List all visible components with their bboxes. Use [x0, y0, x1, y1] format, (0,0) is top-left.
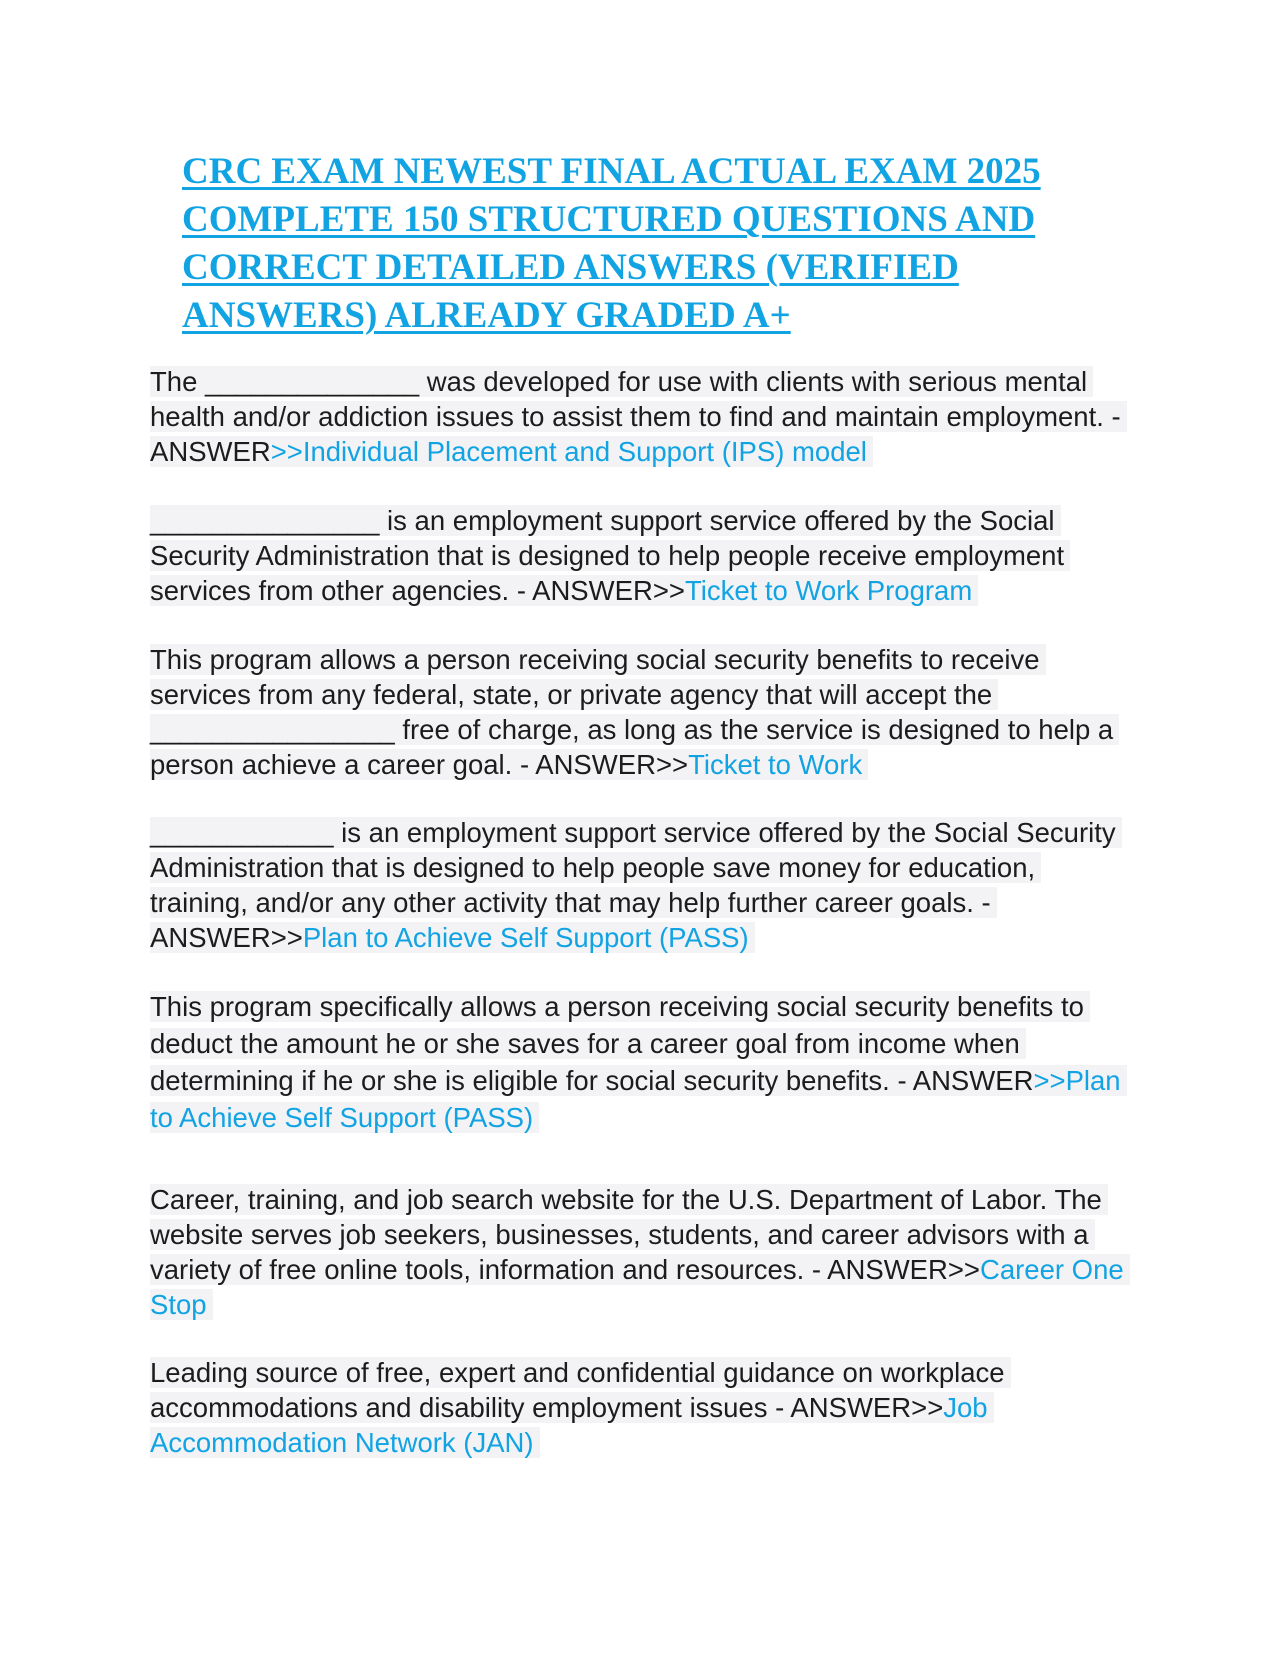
answer-arrow: >> [270, 922, 303, 953]
question-text: ____________ is an employment support service offered by the Social Security Administration that is designed to help people save money for education, training, and/or any other activity that may help further career goals. [150, 817, 1116, 918]
question-text: _______________ is an employment support service offered by the Social Security Administration that is designed to help people receive employment services from other agencies. [150, 505, 1065, 606]
document-title-text: CRC EXAM NEWEST FINAL ACTUAL EXAM 2025 COMPLETE 150 STRUCTURED QUESTIONS AND CORRECT DETAILED ANSWERS (VERIFIED ANSWERS) ALREADY GRADED A+ [182, 151, 1041, 336]
answer-text: Career One Stop [150, 1254, 1124, 1320]
qa-item-7 [150, 1355, 1140, 1460]
answer-marker: - ANSWER [150, 401, 1121, 467]
answer-marker: - ANSWER [811, 1254, 948, 1285]
question-text: The ______________ was developed for use with clients with serious mental health and/or addiction issues to assist them to find and maintain employment. [150, 366, 1104, 432]
answer-text: Ticket to Work [688, 749, 863, 780]
qa-item-5 [150, 988, 1140, 1136]
answer-arrow: >> [655, 749, 689, 780]
answer-marker: - ANSWER [519, 749, 656, 780]
answer-text: Plan to Achieve Self Support (PASS) [302, 922, 749, 953]
answer-arrow: >> [1033, 1065, 1066, 1096]
question-text: This program specifically allows a person receiving social security benefits to deduct the amount he or she saves for a career goal from income when determining if he or she is eligible for social security benefits. [150, 991, 1084, 1096]
question-text: Career, training, and job search website for the U.S. Department of Labor. The website serves job seekers, businesses, students, and career advisors with a variety of free online tools, information and resources. [150, 1184, 1102, 1285]
question-text: This program allows a person receiving social security benefits to receive services from any federal, state, or private agency that will accept the ________________ free of charge, as long as the service is designed to help a person achieve a career goal. [150, 644, 1114, 780]
qa-item-3 [150, 642, 1140, 782]
answer-text: Job Accommodation Network (JAN) [150, 1392, 988, 1458]
answer-arrow: >> [911, 1392, 944, 1423]
answer-text: Ticket to Work Program [684, 575, 973, 606]
qa-item-2 [150, 503, 1140, 608]
qa-item-1 [150, 364, 1140, 469]
answer-marker: - ANSWER [516, 575, 653, 606]
qa-item-6 [150, 1182, 1140, 1322]
answer-marker: - ANSWER [775, 1392, 912, 1423]
document-title [182, 148, 1102, 340]
answer-marker: - ANSWER [897, 1065, 1034, 1096]
answer-marker: - ANSWER [150, 887, 991, 953]
qa-item-4 [150, 815, 1140, 955]
question-text: Leading source of free, expert and confidential guidance on workplace accommodations and disability employment issues [150, 1357, 1005, 1423]
answer-text: Plan to Achieve Self Support (PASS) [150, 1065, 1121, 1133]
answer-arrow: >> [652, 575, 685, 606]
answer-text: Individual Placement and Support (IPS) model [302, 436, 867, 467]
answer-arrow: >> [947, 1254, 980, 1285]
answer-arrow: >> [270, 436, 303, 467]
